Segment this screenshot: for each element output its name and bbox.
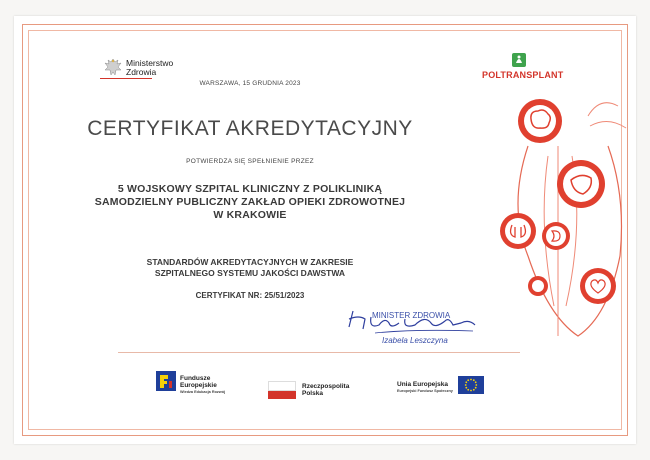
standards-line2: SZPITALNEGO SYSTEMU JAKOŚCI DAWSTWA [154, 268, 346, 278]
certificate-title: CERTYFIKAT AKREDYTACYJNY [87, 117, 413, 140]
fe-line1: Fundusze [180, 375, 211, 382]
ministry-line2: Zdrowia [126, 67, 157, 77]
ue-line1: Unia Europejska [397, 381, 448, 388]
hospital-name [0, 183, 500, 222]
hospital-line1: 5 WOJSKOWY SZPITAL KLINICZNY Z POLIKLINIKĄ [117, 183, 383, 195]
rzeczpospolita-name [302, 383, 349, 397]
organ-gears-illustration [488, 86, 628, 356]
rp-line2: Polska [302, 390, 323, 397]
ministry-line1: Ministerstwo [126, 58, 174, 68]
fe-line2: Europejskie [180, 382, 217, 389]
poltransplant-name: POLTRANSPLANT [482, 70, 564, 80]
ue-small: Europejski Fundusz Społeczny [397, 389, 453, 393]
issue-date: WARSZAWA, 15 GRUDNIA 2023 [199, 80, 301, 87]
eu-name [397, 381, 453, 395]
polish-eagle-icon [103, 57, 123, 79]
signature-name: Izabela Leszczyna [382, 336, 448, 345]
fe-small: Wiedza Edukacja Rozwój [180, 390, 226, 394]
standards-text [0, 257, 500, 279]
footer-divider [118, 352, 520, 353]
signature-role: MINISTER ZDROWIA [372, 311, 451, 320]
confirms-text: POTWIERDZA SIĘ SPEŁNIENIE PRZEZ [186, 158, 314, 165]
standards-line1: STANDARDÓW AKREDYTACYJNYCH W ZAKRESIE [146, 257, 354, 267]
ministry-underline [100, 78, 152, 79]
eu-flag-icon [458, 376, 484, 394]
hospital-line2: SAMODZIELNY PUBLICZNY ZAKŁAD OPIEKI ZDROWOTNEJ [94, 196, 406, 208]
certificate-number: CERTYFIKAT NR: 25/51/2023 [195, 291, 305, 300]
ministry-name [126, 59, 173, 77]
poltransplant-logo-icon [512, 53, 526, 67]
hospital-line3: W KRAKOWIE [213, 209, 287, 221]
fundusze-europejskie-logo-icon [156, 371, 176, 391]
fundusze-europejskie-name [180, 375, 225, 396]
rp-line1: Rzeczpospolita [302, 383, 350, 390]
polish-flag-icon [268, 381, 296, 397]
